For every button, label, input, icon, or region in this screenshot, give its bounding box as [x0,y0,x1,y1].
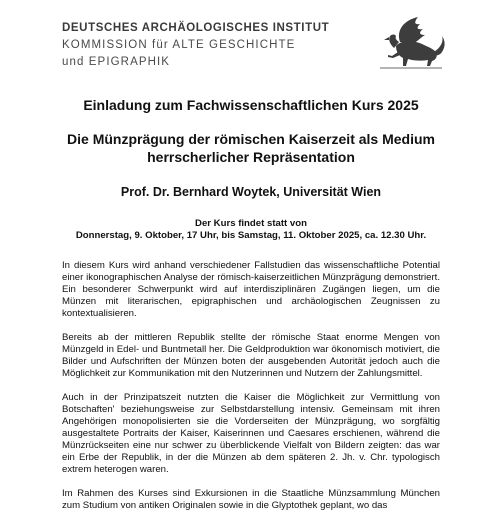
paragraph: In diesem Kurs wird anhand verschiedener Fallstudien das wissenschaftliche Potential einer ikonographischen Analyse der römisch-kaiserzeitlichen Münzprägung demonstriert. Ein besonderer Schwerpunkt wird auf interdisziplinären Zugängen liegen, um die Münzen mit literarischen, epigraphischen und archäologischen Zeugnissen zu kontextualisieren. [62,260,440,319]
course-intro: Der Kurs findet statt von [195,218,307,229]
document-body [62,96,440,512]
document-subtitle: Die Münzprägung der römischen Kaiserzeit als Medium herrscherlicher Repräsentation [67,131,435,165]
course-dates-block [62,218,440,242]
paragraph: Auch in der Prinzipatszeit nutzten die Kaiser die Möglichkeit zur Vermittlung von Botschaften' beziehungsweise zur Selbstdarstellung intensiv. Gemeinsam mit ihren Angehörigen monopolisierten sie die Vorderseiten der Münzprägung, wo sorgfältig ausgestaltete Portraits der Kaiser, Kaiserinnen und Caesares erschienen, während die Münzrückseiten eine nur schwer zu überblickende Vielfalt von Bildern zeigten: das war ein Erbe der Republik, in der die Münzen ab dem späteren 2. Jh. v. Chr. typologisch extrem heterogen waren. [62,392,440,475]
paragraph: Bereits ab der mittleren Republik stellte der römische Staat enorme Mengen von Münzgeld in Edel- und Buntmetall her. Die Geldproduktion war ökonomisch motiviert, die Bilder und Aufschriften der Münzen boten der ausgebenden Autorität jedoch auch die Möglichkeit zur Kommunikation mit den Nutzerinnen und Nutzern der Zahlungsmittel. [62,332,440,379]
institute-name: DEUTSCHES ARCHÄOLOGISCHES INSTITUT [62,22,330,34]
commission-name: KOMMISSION für ALTE GESCHICHTE [62,39,296,51]
paragraph: Im Rahmen des Kurses sind Exkursionen in die Staatliche Münzsammlung München zum Studium von antiken Originalen sowie in die Glyptothek geplant, wo das [62,488,440,511]
course-dates: Donnerstag, 9. Oktober, 17 Uhr, bis Samstag, 11. Oktober 2025, ca. 12.30 Uhr. [75,230,427,241]
griffin-icon [370,14,450,74]
letterhead [62,20,362,71]
speaker-line: Prof. Dr. Bernhard Woytek, Universität Wien [120,185,382,199]
commission-name-continued: und EPIGRAPHIK [62,56,171,68]
document-title: Einladung zum Fachwissenschaftlichen Kurs 2025 [83,97,419,113]
griffin-logo-graphic [370,14,450,74]
